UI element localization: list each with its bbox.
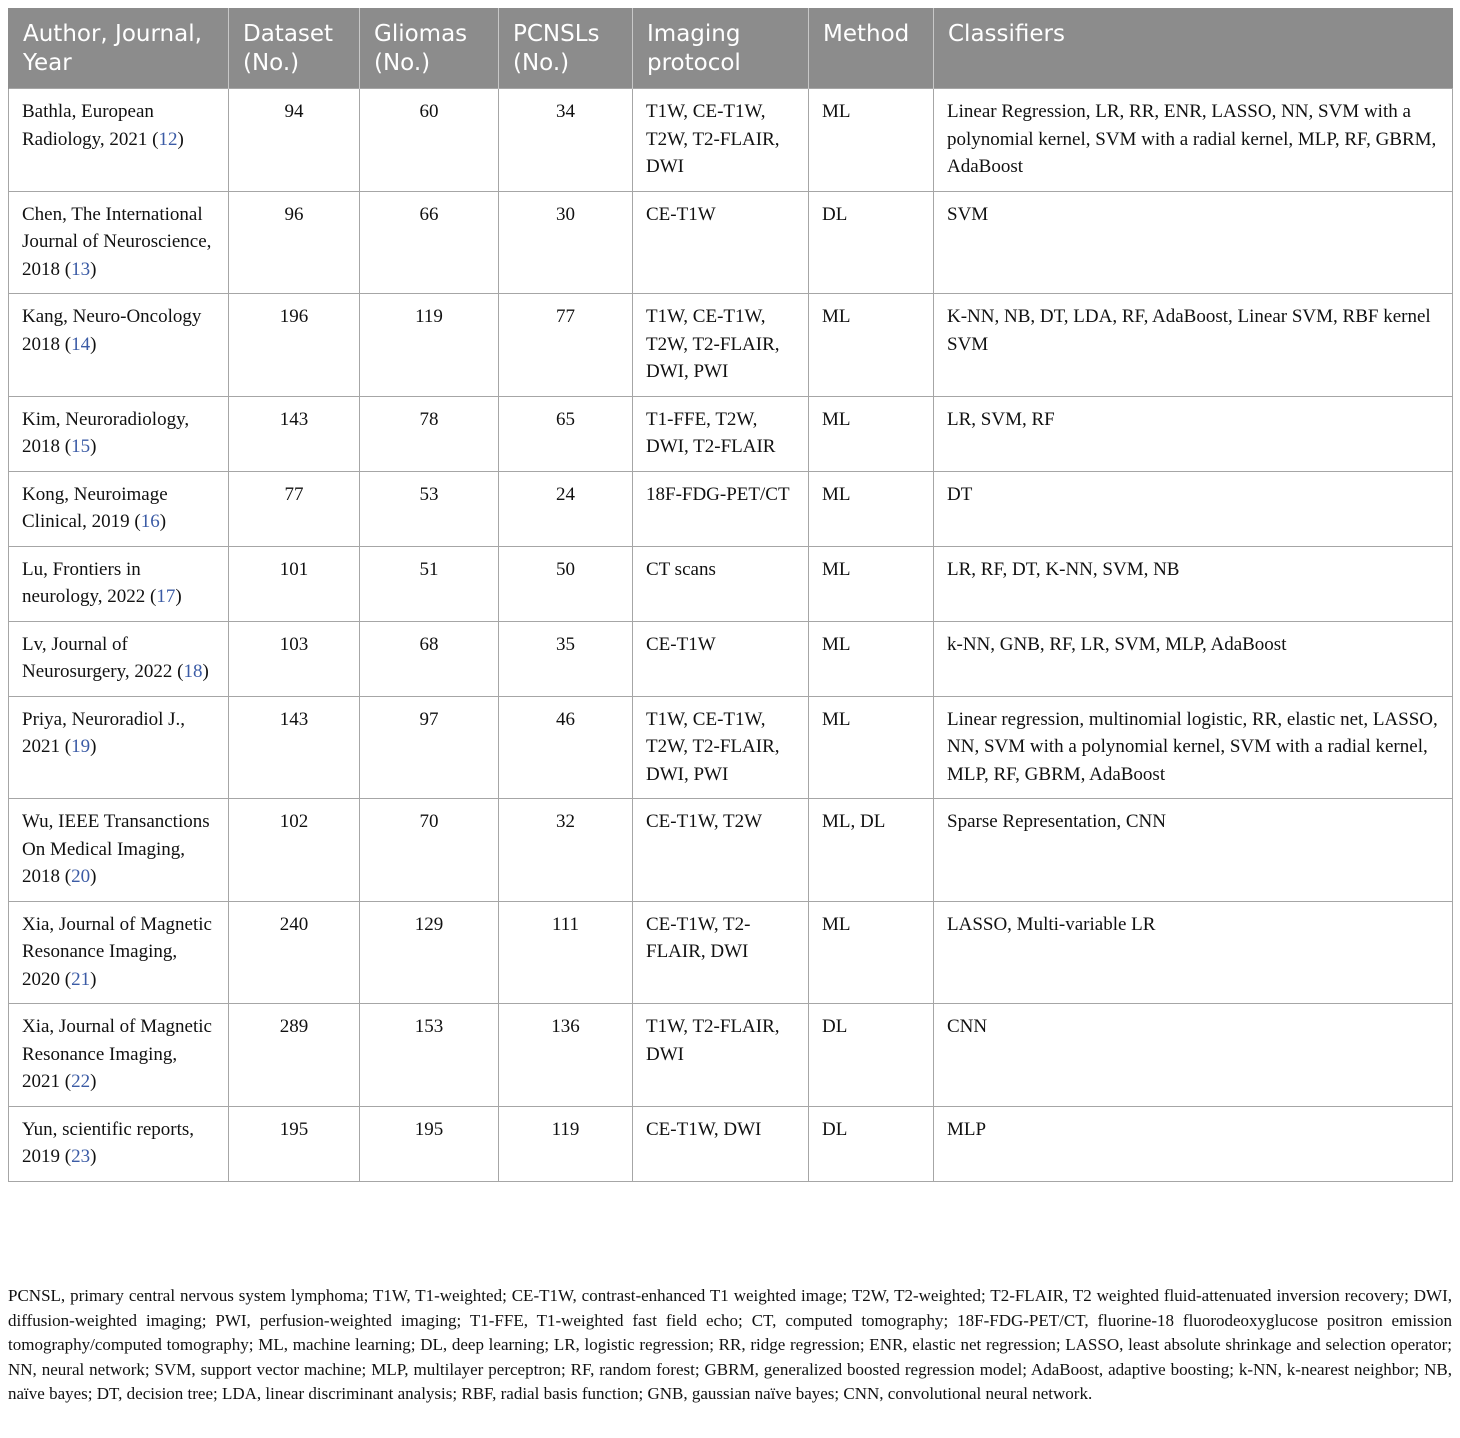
- table-row: [9, 471, 1453, 546]
- cell-classifiers: DT: [934, 471, 1453, 546]
- table-row: [9, 1106, 1453, 1181]
- cell-author: Kim, Neuroradiology, 2018 (15): [9, 396, 229, 471]
- cell-pcnsls: 119: [499, 1106, 633, 1181]
- cell-pcnsls: 32: [499, 799, 633, 902]
- reference-link[interactable]: 18: [183, 661, 203, 682]
- reference-link[interactable]: 20: [71, 866, 91, 887]
- table-row: [9, 89, 1453, 192]
- table-row: [9, 799, 1453, 902]
- cell-gliomas: 51: [360, 546, 499, 621]
- cell-gliomas: 195: [360, 1106, 499, 1181]
- cell-imaging-protocol: CE-T1W: [633, 621, 809, 696]
- table-row: [9, 396, 1453, 471]
- header-method: Method: [809, 8, 934, 89]
- cell-imaging-protocol: CT scans: [633, 546, 809, 621]
- cell-gliomas: 66: [360, 191, 499, 294]
- header-pcnsls: PCNSLs (No.): [499, 8, 633, 89]
- cell-classifiers: LR, SVM, RF: [934, 396, 1453, 471]
- cell-gliomas: 97: [360, 696, 499, 799]
- cell-dataset: 240: [229, 901, 360, 1004]
- cell-classifiers: Linear regression, multinomial logistic, RR, elastic net, LASSO, NN, SVM with a polynomial kernel, SVM with a radial kernel, MLP, RF, GBRM, AdaBoost: [934, 696, 1453, 799]
- cell-gliomas: 70: [360, 799, 499, 902]
- table-row: [9, 621, 1453, 696]
- cell-gliomas: 129: [360, 901, 499, 1004]
- cell-dataset: 143: [229, 696, 360, 799]
- cell-method: ML, DL: [809, 799, 934, 902]
- reference-link[interactable]: 13: [71, 258, 91, 280]
- reference-link[interactable]: 15: [71, 436, 91, 457]
- cell-dataset: 101: [229, 546, 360, 621]
- header-classifiers: Classifiers: [934, 8, 1453, 89]
- cell-imaging-protocol: T1W, CE-T1W, T2W, T2-FLAIR, DWI, PWI: [633, 294, 809, 397]
- cell-method: ML: [809, 546, 934, 621]
- cell-classifiers: Linear Regression, LR, RR, ENR, LASSO, NN, SVM with a polynomial kernel, SVM with a radial kernel, MLP, RF, GBRM, AdaBoost: [934, 89, 1453, 192]
- cell-pcnsls: 34: [499, 89, 633, 192]
- header-imaging-protocol: Imaging protocol: [633, 8, 809, 89]
- cell-gliomas: 153: [360, 1004, 499, 1107]
- table-row: [9, 901, 1453, 1004]
- cell-author: Xia, Journal of Magnetic Resonance Imaging, 2021 (22): [9, 1004, 229, 1107]
- cell-dataset: 143: [229, 396, 360, 471]
- cell-dataset: 102: [229, 799, 360, 902]
- table-row: [9, 1004, 1453, 1107]
- cell-method: ML: [809, 901, 934, 1004]
- table-footnote: PCNSL, primary central nervous system lymphoma; T1W, T1-weighted; CE-T1W, contrast-enhanced T1 weighted image; T2W, T2-weighted; T2-FLAIR, T2 weighted fluid-attenuated inversion recovery; DWI, diffusion-weighted imaging; PWI, perfusion-weighted imaging; T1-FFE, T1-weighted fast field echo; CT, computed tomography; 18F-FDG-PET/CT, fluorine-18 fluorodeoxyglucose positron emission tomography/computed tomography; ML, machine learning; DL, deep learning; LR, logistic regression; RR, ridge regression; ENR, elastic net regression; LASSO, least absolute shrinkage and selection operator; NN, neural network; SVM, support vector machine; MLP, multilayer perceptron; RF, random forest; GBRM, generalized boosted regression model; AdaBoost, adaptive boosting; k-NN, k-nearest neighbor; NB, naïve bayes; DT, decision tree; LDA, linear discriminant analysis; RBF, radial basis function; GNB, gaussian naïve bayes; CNN, convolutional neural network.: [8, 1286, 1452, 1403]
- cell-classifiers: CNN: [934, 1004, 1453, 1107]
- cell-method: ML: [809, 471, 934, 546]
- cell-author: Yun, scientific reports, 2019 (23): [9, 1106, 229, 1181]
- cell-imaging-protocol: CE-T1W, DWI: [633, 1106, 809, 1181]
- reference-link[interactable]: 14: [71, 333, 91, 355]
- cell-dataset: 94: [229, 89, 360, 192]
- studies-table: [8, 8, 1453, 1182]
- reference-link[interactable]: 23: [71, 1146, 91, 1167]
- cell-imaging-protocol: T1-FFE, T2W, DWI, T2-FLAIR: [633, 396, 809, 471]
- table-container: [8, 8, 1452, 1182]
- cell-author: Lu, Frontiers in neurology, 2022 (17): [9, 546, 229, 621]
- cell-classifiers: LASSO, Multi-variable LR: [934, 901, 1453, 1004]
- header-gliomas: Gliomas (No.): [360, 8, 499, 89]
- cell-pcnsls: 30: [499, 191, 633, 294]
- cell-author: Xia, Journal of Magnetic Resonance Imaging, 2020 (21): [9, 901, 229, 1004]
- cell-dataset: 96: [229, 191, 360, 294]
- header-author: Author, Journal, Year: [9, 8, 229, 89]
- reference-link[interactable]: 21: [71, 968, 91, 990]
- cell-imaging-protocol: CE-T1W, T2W: [633, 799, 809, 902]
- cell-classifiers: K-NN, NB, DT, LDA, RF, AdaBoost, Linear SVM, RBF kernel SVM: [934, 294, 1453, 397]
- cell-imaging-protocol: 18F-FDG-PET/CT: [633, 471, 809, 546]
- reference-link[interactable]: 19: [71, 736, 91, 757]
- table-header-row: [9, 8, 1453, 89]
- cell-author: Lv, Journal of Neurosurgery, 2022 (18): [9, 621, 229, 696]
- cell-dataset: 289: [229, 1004, 360, 1107]
- cell-gliomas: 53: [360, 471, 499, 546]
- cell-author: Bathla, European Radiology, 2021 (12): [9, 89, 229, 192]
- table-row: [9, 546, 1453, 621]
- table-row: [9, 696, 1453, 799]
- cell-method: DL: [809, 1004, 934, 1107]
- cell-method: ML: [809, 89, 934, 192]
- cell-classifiers: SVM: [934, 191, 1453, 294]
- cell-pcnsls: 24: [499, 471, 633, 546]
- table-row: [9, 191, 1453, 294]
- cell-dataset: 77: [229, 471, 360, 546]
- cell-gliomas: 60: [360, 89, 499, 192]
- table-row: [9, 294, 1453, 397]
- cell-method: ML: [809, 696, 934, 799]
- cell-imaging-protocol: T1W, T2-FLAIR, DWI: [633, 1004, 809, 1107]
- cell-gliomas: 78: [360, 396, 499, 471]
- cell-method: DL: [809, 191, 934, 294]
- table-body: [9, 89, 1453, 1182]
- cell-method: ML: [809, 396, 934, 471]
- cell-method: ML: [809, 294, 934, 397]
- cell-classifiers: MLP: [934, 1106, 1453, 1181]
- reference-link[interactable]: 16: [140, 511, 160, 532]
- cell-method: ML: [809, 621, 934, 696]
- reference-link[interactable]: 12: [158, 128, 178, 150]
- cell-pcnsls: 50: [499, 546, 633, 621]
- reference-link[interactable]: 22: [71, 1071, 91, 1092]
- cell-imaging-protocol: T1W, CE-T1W, T2W, T2-FLAIR, DWI, PWI: [633, 696, 809, 799]
- cell-author: Wu, IEEE Transanctions On Medical Imaging, 2018 (20): [9, 799, 229, 902]
- cell-author: Kong, Neuroimage Clinical, 2019 (16): [9, 471, 229, 546]
- cell-pcnsls: 46: [499, 696, 633, 799]
- cell-pcnsls: 111: [499, 901, 633, 1004]
- cell-method: DL: [809, 1106, 934, 1181]
- cell-classifiers: LR, RF, DT, K-NN, SVM, NB: [934, 546, 1453, 621]
- cell-author: Chen, The International Journal of Neuroscience, 2018 (13): [9, 191, 229, 294]
- cell-dataset: 195: [229, 1106, 360, 1181]
- cell-pcnsls: 35: [499, 621, 633, 696]
- cell-classifiers: k-NN, GNB, RF, LR, SVM, MLP, AdaBoost: [934, 621, 1453, 696]
- cell-author: Priya, Neuroradiol J., 2021 (19): [9, 696, 229, 799]
- cell-dataset: 196: [229, 294, 360, 397]
- cell-classifiers: Sparse Representation, CNN: [934, 799, 1453, 902]
- cell-pcnsls: 136: [499, 1004, 633, 1107]
- header-dataset: Dataset (No.): [229, 8, 360, 89]
- cell-gliomas: 119: [360, 294, 499, 397]
- cell-gliomas: 68: [360, 621, 499, 696]
- cell-imaging-protocol: CE-T1W: [633, 191, 809, 294]
- cell-imaging-protocol: CE-T1W, T2-FLAIR, DWI: [633, 901, 809, 1004]
- reference-link[interactable]: 17: [156, 586, 176, 607]
- cell-dataset: 103: [229, 621, 360, 696]
- cell-imaging-protocol: T1W, CE-T1W, T2W, T2-FLAIR, DWI: [633, 89, 809, 192]
- cell-pcnsls: 65: [499, 396, 633, 471]
- cell-author: Kang, Neuro-Oncology 2018 (14): [9, 294, 229, 397]
- cell-pcnsls: 77: [499, 294, 633, 397]
